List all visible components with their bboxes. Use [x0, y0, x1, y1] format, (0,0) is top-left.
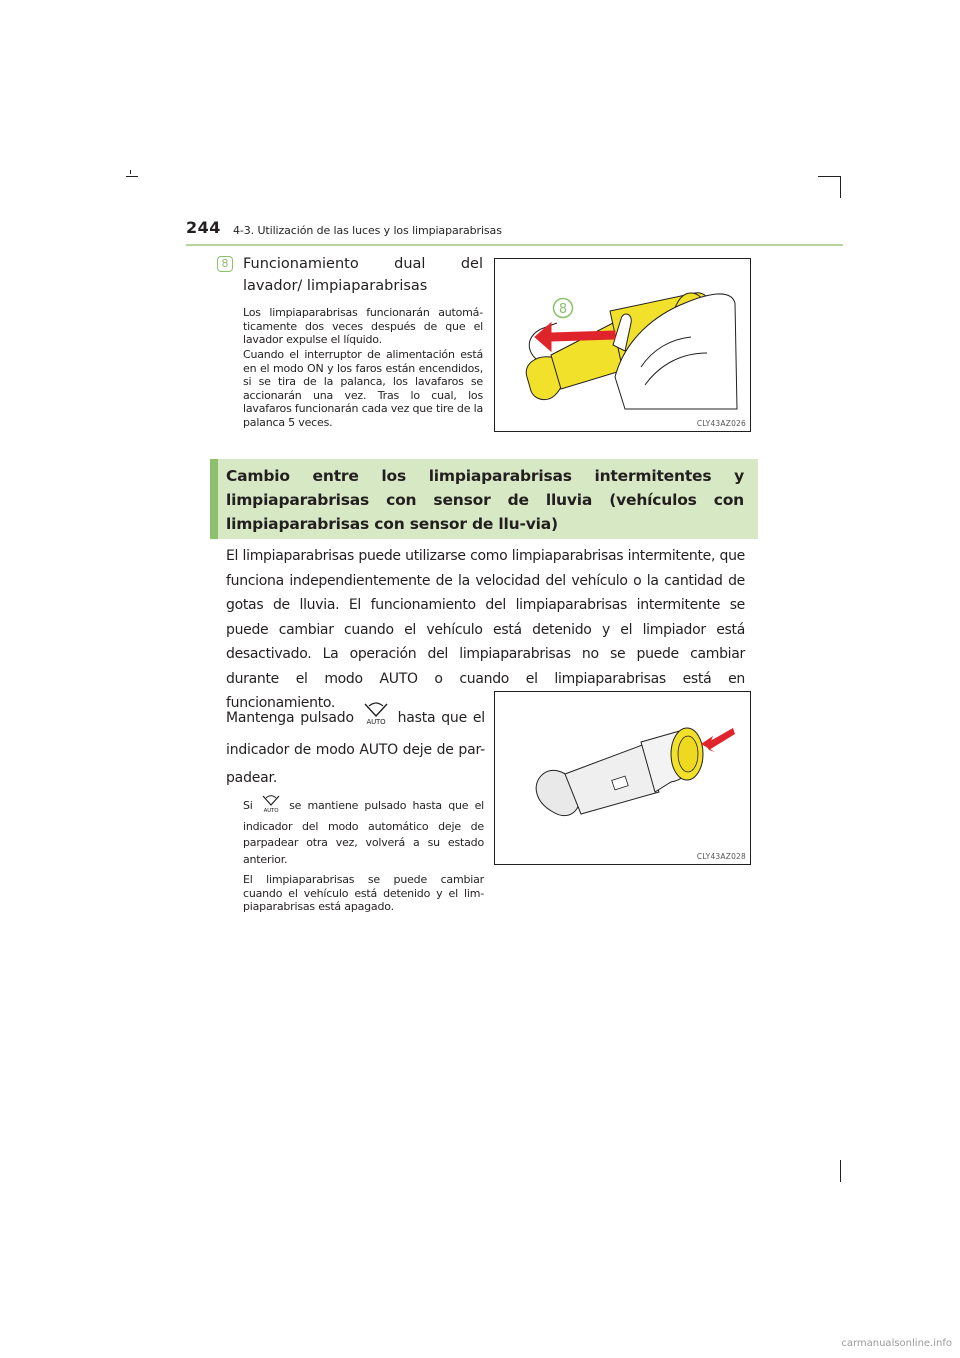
- crop-mark: [840, 1160, 841, 1182]
- item-paragraph-2: Cuando el interruptor de alimentación está en el modo ON y los faros están encendidos, si se tira de la palanca, los lavafaros se accionarán una vez. Tras lo cual, los lavafaros funcionarán cada vez que tire de la palanca 5 veces.: [243, 348, 483, 429]
- step-text-after: hasta que el indicador de modo AUTO deje de par-padear.: [226, 710, 485, 786]
- header-divider: [186, 244, 843, 246]
- crop-mark: [818, 176, 840, 177]
- step-note-2: El limpiaparabrisas se puede cambiar cuando el vehículo está detenido y el lim-piaparabrisas está apagado.: [243, 873, 484, 913]
- wiper-auto-icon: [259, 793, 283, 819]
- page-number: 244: [186, 218, 221, 237]
- note-text-before: Si: [243, 798, 253, 812]
- crop-mark: [130, 170, 131, 174]
- wiper-auto-icon: [360, 700, 392, 736]
- figure-code: CLY43AZ028: [696, 852, 746, 861]
- section-title: Cambio entre los limpiaparabrisas intermitentes y limpiaparabrisas con sensor de lluvia (vehículos con limpiaparabrisas con sensor de llu-via): [226, 467, 744, 533]
- auto-icon-label: AUTO: [366, 718, 386, 726]
- section-header: 4-3. Utilización de las luces y los limpiaparabrisas: [233, 224, 502, 237]
- crop-mark: [840, 176, 841, 198]
- item-title: Funcionamiento dual del lavador/ limpiaparabrisas: [243, 256, 483, 294]
- step-instruction: [226, 700, 485, 792]
- step-note-1: [243, 793, 484, 868]
- item-paragraph-1: Los limpiaparabrisas funcionarán automá-ticamente dos veces después de que el lavador expulse el líquido.: [243, 306, 483, 346]
- note-text-after: se mantiene pulsado hasta que el indicador del modo automático deje de parpadear otra vez, volverá a su estado anterior.: [243, 798, 485, 866]
- crop-mark: [126, 176, 138, 177]
- wiper-lever-illustration: [495, 259, 750, 431]
- section-body: El limpiaparabrisas puede utilizarse como limpiaparabrisas intermitente, que funciona independientemente de la velocidad del vehículo o la cantidad de gotas de lluvia. El funcionamiento del limpiaparabrisas intermitente se puede cambiar cuando el vehículo está detenido y el limpiador está desactivado. La operación del limpiaparabrisas no se puede cambiar durante el modo AUTO o cuando el limpiaparabrisas está en funcionamiento.: [226, 548, 745, 711]
- figure-code: CLY43AZ026: [696, 419, 746, 428]
- wiper-auto-button-figure: [494, 691, 751, 865]
- figure-callout: 8: [558, 302, 568, 317]
- item-number-badge: 8: [217, 256, 233, 272]
- footer-watermark[interactable]: carmanualsonline.info: [841, 1338, 952, 1349]
- auto-icon-label: AUTO: [263, 808, 279, 813]
- wiper-lever-pull-figure: [494, 258, 751, 432]
- step-text-before: Mantenga pulsado: [226, 710, 354, 726]
- wiper-lever-auto-illustration: [495, 692, 750, 864]
